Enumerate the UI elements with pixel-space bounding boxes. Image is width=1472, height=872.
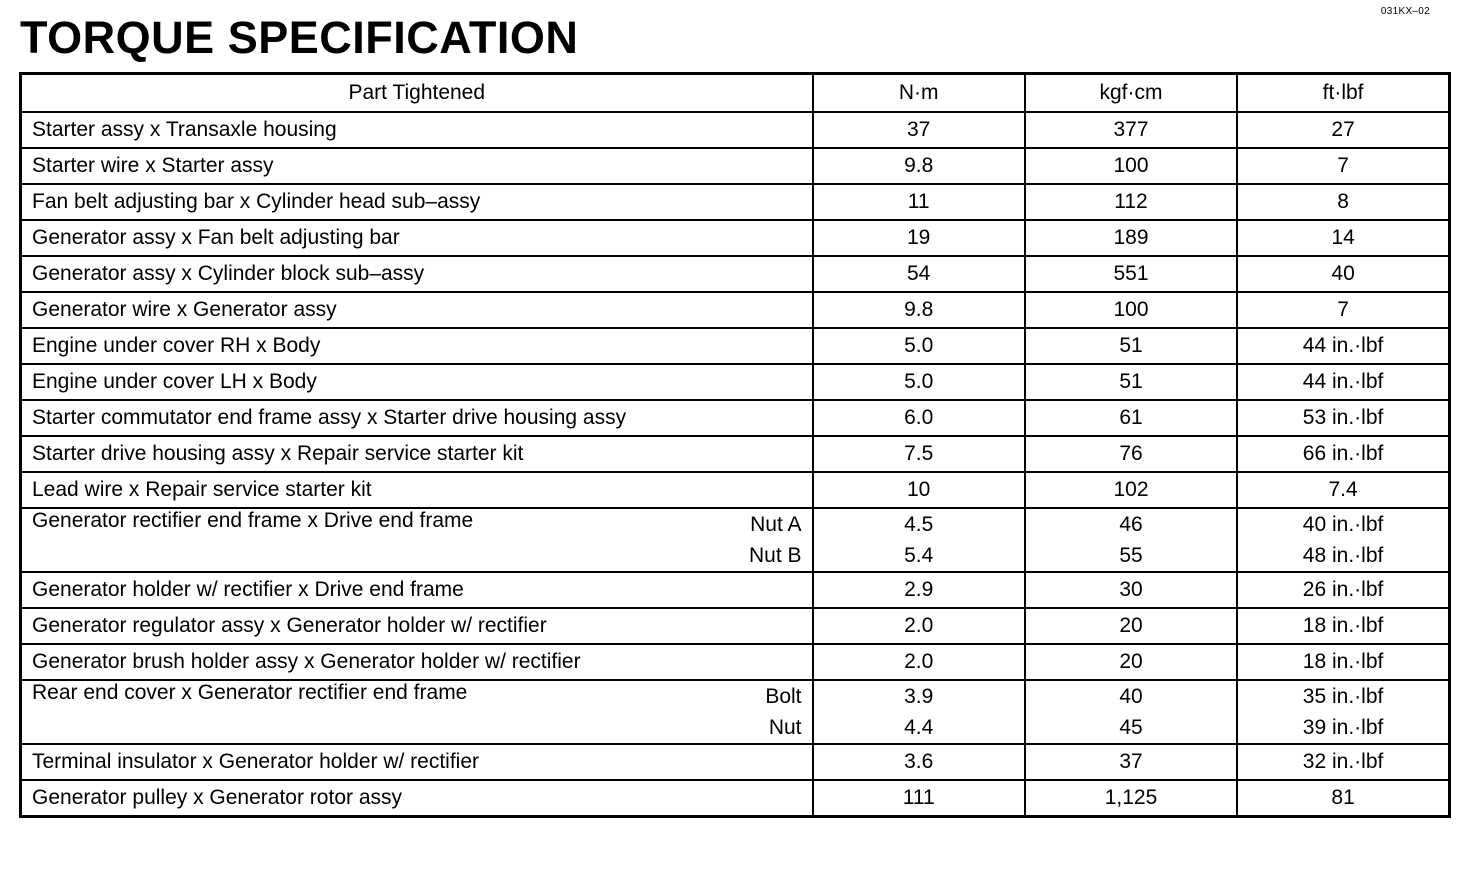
part-cell: Generator assy x Cylinder block sub–assy <box>21 256 813 292</box>
torque-nm-cell <box>813 680 1025 744</box>
torque-kgfcm-value: 46 <box>1119 513 1143 536</box>
part-cell: Starter commutator end frame assy x Starter drive housing assy <box>21 400 813 436</box>
torque-ftlbf-cell: 8 <box>1237 184 1449 220</box>
part-cell: Fan belt adjusting bar x Cylinder head sub–assy <box>21 184 813 220</box>
torque-ftlbf-cell: 44 in.·lbf <box>1237 364 1449 400</box>
column-header-part: Part Tightened <box>21 74 813 113</box>
column-header-kgfcm: kgf·cm <box>1025 74 1237 113</box>
torque-nm-cell-values <box>824 509 1014 571</box>
torque-ftlbf-cell <box>1237 680 1449 744</box>
fastener-label: Nut A <box>750 513 802 536</box>
table-row <box>21 328 1450 364</box>
torque-kgfcm-cell: 377 <box>1025 112 1237 148</box>
torque-kgfcm-cell: 61 <box>1025 400 1237 436</box>
fastener-label: Nut <box>768 716 802 739</box>
torque-nm-cell: 5.0 <box>813 328 1025 364</box>
torque-ftlbf-cell: 81 <box>1237 780 1449 817</box>
torque-kgfcm-cell: 51 <box>1025 364 1237 400</box>
torque-nm-cell <box>813 508 1025 572</box>
document-code: 031KX–02 <box>1380 6 1430 17</box>
torque-ftlbf-value: 35 in.·lbf <box>1302 685 1384 708</box>
torque-ftlbf-cell: 7.4 <box>1237 472 1449 508</box>
torque-kgfcm-value: 45 <box>1119 716 1143 739</box>
part-cell: Generator assy x Fan belt adjusting bar <box>21 220 813 256</box>
torque-ftlbf-cell <box>1237 508 1449 572</box>
torque-nm-cell: 3.6 <box>813 744 1025 780</box>
torque-spec-table <box>19 72 1451 818</box>
part-cell <box>21 680 813 744</box>
table-row <box>21 472 1450 508</box>
table-row <box>21 364 1450 400</box>
torque-ftlbf-cell: 14 <box>1237 220 1449 256</box>
torque-kgfcm-cell: 30 <box>1025 572 1237 608</box>
table-row <box>21 148 1450 184</box>
table-header-row <box>21 74 1450 113</box>
torque-kgfcm-cell: 20 <box>1025 644 1237 680</box>
table-row <box>21 184 1450 220</box>
table-row <box>21 680 1450 744</box>
torque-nm-cell: 9.8 <box>813 148 1025 184</box>
torque-nm-cell: 2.9 <box>813 572 1025 608</box>
torque-ftlbf-cell: 32 in.·lbf <box>1237 744 1449 780</box>
torque-ftlbf-cell: 40 <box>1237 256 1449 292</box>
part-cell: Engine under cover RH x Body <box>21 328 813 364</box>
table-row <box>21 744 1450 780</box>
torque-kgfcm-cell: 76 <box>1025 436 1237 472</box>
part-cell-content <box>32 681 802 743</box>
table-row <box>21 644 1450 680</box>
torque-kgfcm-cell: 102 <box>1025 472 1237 508</box>
column-header-nm: N·m <box>813 74 1025 113</box>
torque-kgfcm-value: 40 <box>1119 685 1143 708</box>
torque-nm-cell: 54 <box>813 256 1025 292</box>
torque-nm-cell: 5.0 <box>813 364 1025 400</box>
torque-ftlbf-value: 40 in.·lbf <box>1302 513 1384 536</box>
torque-nm-value: 4.4 <box>904 716 934 739</box>
torque-kgfcm-cell: 100 <box>1025 148 1237 184</box>
part-cell: Lead wire x Repair service starter kit <box>21 472 813 508</box>
part-cell: Generator pulley x Generator rotor assy <box>21 780 813 817</box>
table-row <box>21 780 1450 817</box>
torque-kgfcm-cell: 551 <box>1025 256 1237 292</box>
table-row <box>21 436 1450 472</box>
torque-nm-cell: 2.0 <box>813 608 1025 644</box>
page-title: TORQUE SPECIFICATION <box>20 12 579 63</box>
torque-kgfcm-cell-values <box>1036 509 1226 571</box>
table-row <box>21 292 1450 328</box>
table-row <box>21 112 1450 148</box>
table-row <box>21 220 1450 256</box>
part-cell: Terminal insulator x Generator holder w/ rectifier <box>21 744 813 780</box>
part-cell <box>21 508 813 572</box>
column-header-ftlbf: ft·lbf <box>1237 74 1449 113</box>
torque-ftlbf-cell: 18 in.·lbf <box>1237 644 1449 680</box>
torque-kgfcm-value: 55 <box>1119 544 1143 567</box>
torque-ftlbf-cell: 18 in.·lbf <box>1237 608 1449 644</box>
fastener-labels <box>749 509 802 571</box>
torque-ftlbf-cell: 7 <box>1237 292 1449 328</box>
torque-nm-cell: 9.8 <box>813 292 1025 328</box>
part-cell: Starter drive housing assy x Repair service starter kit <box>21 436 813 472</box>
fastener-label: Bolt <box>765 685 802 708</box>
torque-kgfcm-cell: 189 <box>1025 220 1237 256</box>
torque-ftlbf-cell: 7 <box>1237 148 1449 184</box>
part-cell: Starter wire x Starter assy <box>21 148 813 184</box>
table-row <box>21 256 1450 292</box>
torque-ftlbf-cell-values <box>1248 681 1438 743</box>
torque-kgfcm-cell: 112 <box>1025 184 1237 220</box>
fastener-label: Nut B <box>748 544 802 567</box>
torque-ftlbf-value: 48 in.·lbf <box>1302 544 1384 567</box>
part-name: Generator rectifier end frame x Drive end frame <box>32 509 474 532</box>
part-cell: Generator brush holder assy x Generator holder w/ rectifier <box>21 644 813 680</box>
table-row <box>21 400 1450 436</box>
torque-kgfcm-cell: 100 <box>1025 292 1237 328</box>
torque-nm-cell: 37 <box>813 112 1025 148</box>
part-name: Rear end cover x Generator rectifier end frame <box>32 681 468 704</box>
torque-nm-cell: 10 <box>813 472 1025 508</box>
torque-kgfcm-cell <box>1025 680 1237 744</box>
torque-ftlbf-cell: 27 <box>1237 112 1449 148</box>
torque-ftlbf-cell: 66 in.·lbf <box>1237 436 1449 472</box>
part-cell-content <box>32 509 802 571</box>
part-cell: Generator holder w/ rectifier x Drive end frame <box>21 572 813 608</box>
torque-kgfcm-cell-values <box>1036 681 1226 743</box>
torque-ftlbf-cell: 26 in.·lbf <box>1237 572 1449 608</box>
table-row <box>21 508 1450 572</box>
torque-ftlbf-cell-values <box>1248 509 1438 571</box>
torque-kgfcm-cell: 51 <box>1025 328 1237 364</box>
torque-ftlbf-cell: 53 in.·lbf <box>1237 400 1449 436</box>
torque-kgfcm-cell: 1,125 <box>1025 780 1237 817</box>
torque-nm-cell: 111 <box>813 780 1025 817</box>
part-cell: Engine under cover LH x Body <box>21 364 813 400</box>
torque-ftlbf-cell: 44 in.·lbf <box>1237 328 1449 364</box>
torque-ftlbf-value: 39 in.·lbf <box>1302 716 1384 739</box>
torque-nm-cell-values <box>824 681 1014 743</box>
torque-kgfcm-cell <box>1025 508 1237 572</box>
torque-nm-value: 3.9 <box>904 685 934 708</box>
table-body <box>21 112 1450 817</box>
torque-kgfcm-cell: 20 <box>1025 608 1237 644</box>
part-cell: Starter assy x Transaxle housing <box>21 112 813 148</box>
part-cell: Generator regulator assy x Generator holder w/ rectifier <box>21 608 813 644</box>
torque-nm-cell: 19 <box>813 220 1025 256</box>
torque-nm-value: 5.4 <box>904 544 934 567</box>
torque-nm-cell: 11 <box>813 184 1025 220</box>
fastener-labels <box>765 681 801 743</box>
torque-nm-cell: 6.0 <box>813 400 1025 436</box>
torque-kgfcm-cell: 37 <box>1025 744 1237 780</box>
torque-nm-cell: 2.0 <box>813 644 1025 680</box>
torque-nm-cell: 7.5 <box>813 436 1025 472</box>
table-row <box>21 608 1450 644</box>
part-cell: Generator wire x Generator assy <box>21 292 813 328</box>
torque-nm-value: 4.5 <box>904 513 934 536</box>
table-row <box>21 572 1450 608</box>
